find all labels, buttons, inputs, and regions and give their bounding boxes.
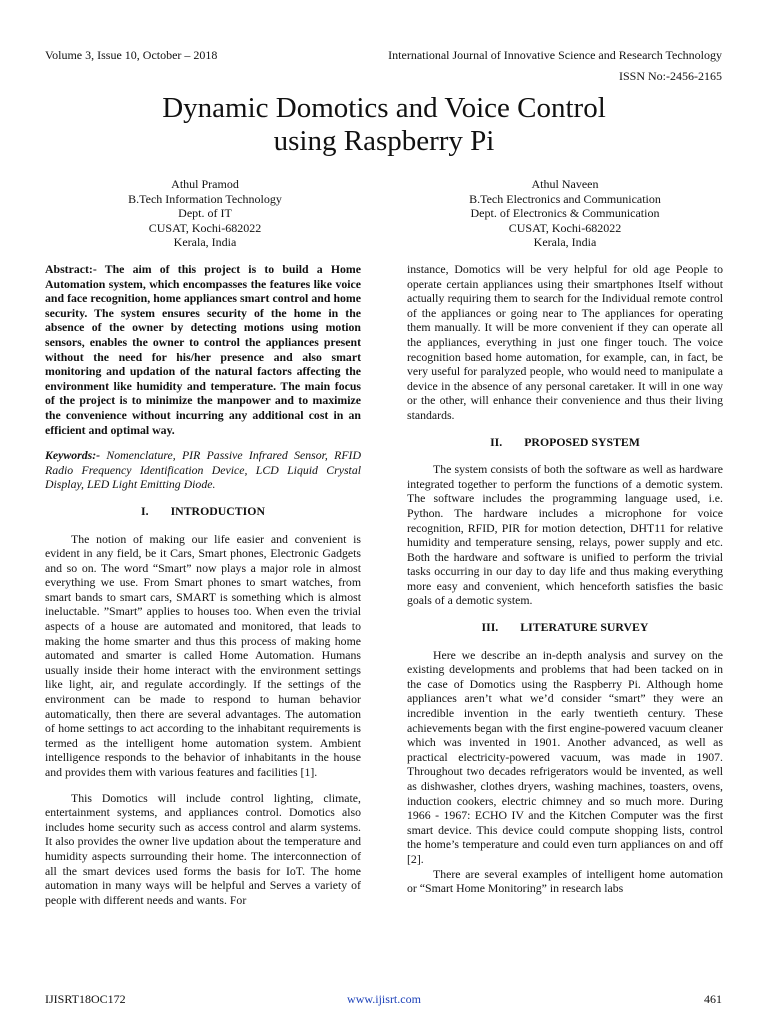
author-block-1 (55, 177, 355, 250)
section-title: PROPOSED SYSTEM (524, 434, 640, 449)
author-degree: B.Tech Information Technology (128, 191, 282, 206)
author-dept: Dept. of Electronics & Communication (470, 206, 660, 221)
keywords-label: Keywords:- (45, 448, 101, 463)
section-number: III. (481, 620, 499, 635)
proposed-paragraph-1: The system consists of both the software as well as hardware integrated together to perform the functions of a demotic system. The software includes the programming language used, i.e. Python. The hardware includes a microphone for voice recognition, RFID, PIR for motion detection, DHT11 for relative humidity and temperature sensing, relays, power supply and etc. Both the hardware and software is unified to perform the trivial tasks occurring in our day to day life and thus making everything more easy and convenient, which henceforth satisfies the basic goals of a demotic system. (407, 462, 723, 608)
section-number: I. (141, 503, 149, 518)
author-university: CUSAT, Kochi-682022 (148, 220, 262, 235)
abstract: Abstract:- The aim of this project is to build a Home Automation system, which encompasses the features like voice and face recognition, home appliances smart control and home security. The system ensures security of the home in the absence of the owner by detecting motions using motion sensors, enables the owner to control the appliances present without the need for his/her presence and also smart monitoring and updation of the natural factors affecting the environment like humidity and temperature. The main focus of the project is to minimize the manpower and to maximize the convenience without incurring any additional cost in an efficient and optimal way. (45, 262, 361, 437)
volume-info: Volume 3, Issue 10, October – 2018 (45, 48, 218, 62)
left-column (45, 262, 361, 907)
author-university: CUSAT, Kochi-682022 (508, 220, 622, 235)
author-location: Kerala, India (533, 235, 597, 250)
literature-paragraph-2: There are several examples of intelligent home automation or “Smart Home Monitoring” in research labs (407, 866, 723, 896)
section-heading-introduction (45, 504, 361, 519)
section-heading-literature-survey (407, 620, 723, 635)
section-number: II. (490, 434, 503, 449)
author-name: Athul Naveen (531, 177, 599, 191)
intro-paragraph-1: The notion of making our life easier and convenient is evident in any field, be it Cars, Smart phones, Electronic Gadgets and so on. The word “Smart” now plays a major role in almost everything we use. From Smart phones to smart watches, from smart bands to smart cars, SMART is something which is almost ineluctable. ”Smart” applies to houses too. When even the trivial aspects of a house are automated and monitored, that leads to making the home smarter and thus this process of making home automated and smarter is called Home Automation. Humans usually inside their home interact with the environment settings like light, air, and regulate accordingly. If the settings of the environment can be made to respond to human behavior automatically, then there are several advantages. The automation of home settings to act according to the inhabitant requirements is termed as the intelligent home automation system. Ambient intelligence responds to the behavior of inhabitants in the house and provides them with various features and facilities [1]. (45, 531, 361, 779)
author-location: Kerala, India (173, 235, 237, 250)
paper-title-line-2: using Raspberry Pi (273, 125, 495, 157)
paper-id: IJISRT18OC172 (45, 992, 126, 1006)
author-name: Athul Pramod (171, 177, 239, 191)
section-title: LITERATURE SURVEY (520, 620, 649, 635)
intro-paragraph-3: instance, Domotics will be very helpful for old age People to operate certain appliances using their smartphones Itself without actually requiring them to search for the Individual remote control of the appliances or going near to The appliances for operating them manually. It will be more convenient if they can operate all the appliances, everything in just one finger touch. The voice recognition based home automation, for example, can, in fact, be very useful for paralyzed people, who would need to manipulate a device in the absence of any personal caretaker. It will in one way or the other, will enhance their convenience and thus their living standards. (407, 262, 723, 422)
keywords-text: Nomenclature, PIR Passive Infrared Sensor, RFID Radio Frequency Identification Device, LCD Liquid Crystal Display, LED Light Emitting Diode. (45, 448, 361, 492)
page-number: 461 (704, 992, 722, 1006)
journal-name: International Journal of Innovative Science and Research Technology (388, 48, 722, 62)
right-column (407, 262, 723, 896)
website-link[interactable]: www.ijisrt.com (347, 992, 421, 1006)
section-heading-proposed-system (407, 435, 723, 450)
author-degree: B.Tech Electronics and Communication (469, 191, 661, 206)
intro-paragraph-2: This Domotics will include control lighting, climate, entertainment systems, and appliances control. Domotics also includes home security such as access control and alarm systems. It also provides the owner live updation about the temperature and humidity aspects surrounding their home. The interconnection of all the smart devices used forms the basis for IoT. The home automation in many ways will be helpful and Serves a variety of people with different needs and wants. For (45, 790, 361, 907)
author-dept: Dept. of IT (178, 206, 232, 221)
author-block-2 (415, 177, 715, 250)
keywords (45, 448, 361, 492)
issn: ISSN No:-2456-2165 (618, 69, 722, 83)
paper-title-line-1: Dynamic Domotics and Voice Control (162, 92, 606, 124)
literature-paragraph-1: Here we describe an in-depth analysis and survey on the existing developments and problems that had been tacked on in the case of Domotics using the Raspberry Pi. Although home appliances aren’t what we’d consider “smart” they were an incredible invention in the early twentieth century. These achievements began with the first engine-powered vacuum cleaner which was invented in 1901. Another advanced, as well as practical electricity-powered vacuum, was made in 1907. Throughout two decades refrigerators would be invented, as well as dishwasher, clothes dryers, washing machines, toasters, ovens, induction cookers, electric chimney and so much more. During 1966 - 1967: ECHO IV and the Kitchen Computer was the first smart device. This device could compute shopping lists, control the home’s temperature and could even turn appliances on and off [2]. (407, 647, 723, 866)
paper-title (0, 92, 768, 158)
section-title: INTRODUCTION (170, 503, 265, 518)
